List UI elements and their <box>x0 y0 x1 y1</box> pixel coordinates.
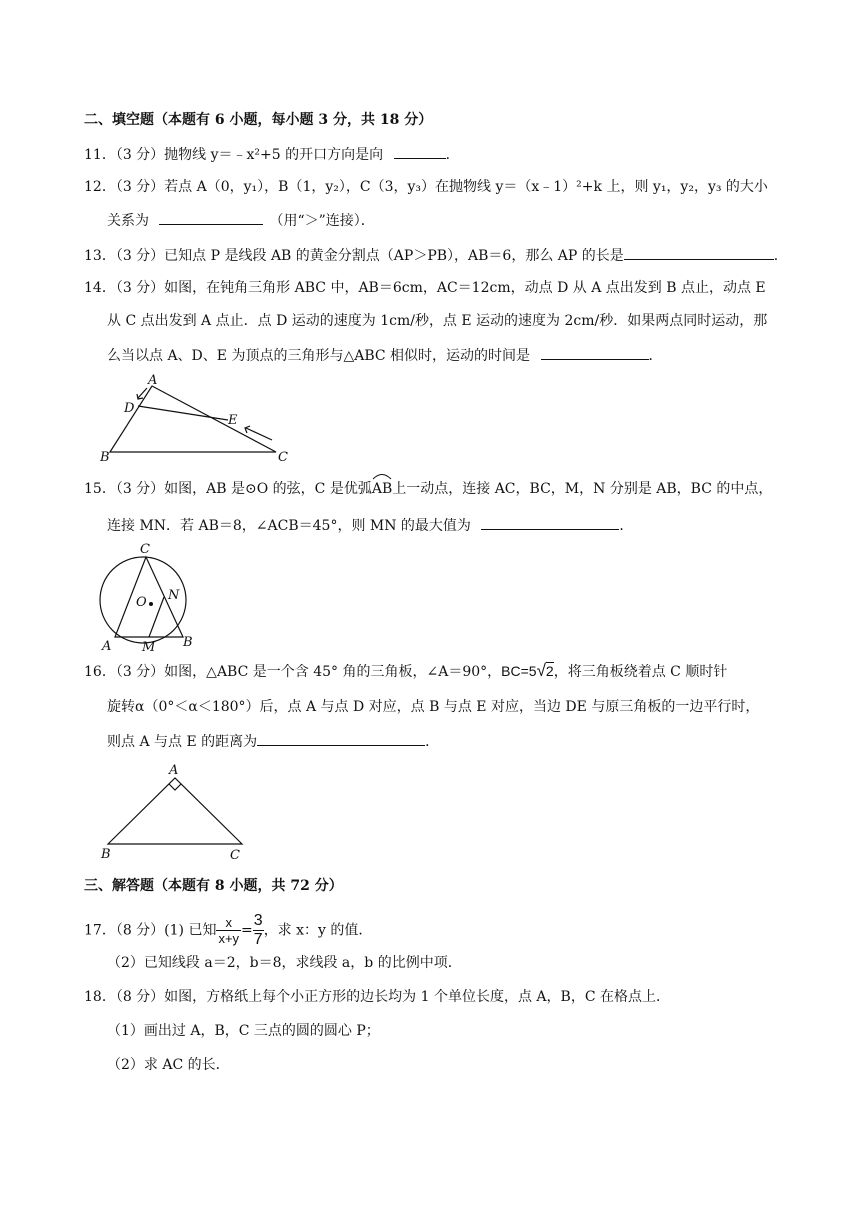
punctuation: ． <box>425 734 440 750</box>
question-14-line-3 <box>107 345 663 366</box>
question-text: 17．（8 分）(1) 已知 <box>84 922 217 939</box>
equals-sign: = <box>241 922 253 939</box>
question-text: 连接 MN．若 AB＝8，∠ACB＝45°，则 MN 的最大值为 <box>107 518 471 534</box>
question-12-line-2 <box>107 210 375 231</box>
question-text: 关系为 <box>107 213 149 229</box>
label-c: C <box>278 450 288 464</box>
question-text: 则点 A 与点 E 的距离为 <box>107 734 258 750</box>
punctuation: ． <box>619 518 634 534</box>
center-point <box>149 602 153 606</box>
question-17-line-1 <box>84 912 373 948</box>
question-text: 上一动点，连接 AC，BC，M，N 分别是 AB，BC 的中点， <box>392 481 773 497</box>
right-angle-mark <box>169 784 181 790</box>
question-16-line-1 <box>84 661 727 682</box>
label-m: M <box>142 640 156 655</box>
question-16-line-3 <box>107 731 439 752</box>
triangle-figure-q16 <box>96 760 256 864</box>
circle-figure-q15 <box>96 540 206 656</box>
question-15-line-1 <box>84 479 772 499</box>
question-11 <box>84 144 460 165</box>
question-16-line-2: 旋转α（0°＜α＜180°）后，点 A 与点 D 对应，点 B 与点 E 对应，当边 DE 与原三角板的一边平行时， <box>107 699 760 715</box>
label-a: A <box>148 373 158 388</box>
answer-blank <box>541 345 649 360</box>
arc-ab: AB <box>372 479 392 499</box>
punctuation: ． <box>445 147 460 163</box>
answer-blank <box>257 731 425 746</box>
label-a: A <box>102 639 112 654</box>
question-text: 么当以点 A、D、E 为顶点的三角形与△ABC 相似时，运动的时间是 <box>107 348 531 364</box>
segment-de <box>138 406 228 420</box>
question-15-line-2 <box>107 515 633 536</box>
triangle-abc <box>110 386 276 452</box>
label-d: D <box>124 401 135 416</box>
question-14-line-1: 14．（3 分）如图，在钝角三角形 ABC 中，AB＝6cm，AC＝12cm，动点 D 从 A 点出发到 B 点止，动点 E <box>84 280 766 296</box>
label-e: E <box>228 413 238 428</box>
answer-blank <box>481 515 619 530</box>
punctuation: ． <box>648 348 663 364</box>
fraction-x-over-x-plus-y: $\frac{x}{x+y}$ <box>218 915 240 946</box>
question-17-part-2: （2）已知线段 a＝2，b＝8，求线段 a，b 的比例中项． <box>107 955 462 971</box>
triangle-figure-q14 <box>96 372 296 464</box>
question-13 <box>84 245 788 266</box>
section-heading: 三、解答题（本题有 8 小题，共 72 分） <box>84 878 343 894</box>
arc-symbol <box>372 472 392 480</box>
bc-expression: BC=5√2 <box>501 661 554 680</box>
answer-blank <box>159 210 263 225</box>
label-o: O <box>136 595 147 610</box>
label-b: B <box>101 847 111 862</box>
fraction-3-over-7: $\frac{3}{7}$ <box>253 912 263 948</box>
label-b: B <box>183 635 193 650</box>
question-18-part-2: （2）求 AC 的长． <box>107 1057 230 1073</box>
label-c: C <box>230 848 240 863</box>
question-text: （用“＞”连接）． <box>269 213 375 229</box>
triangle-abc <box>108 778 242 844</box>
question-text: 15．（3 分）如图，AB 是⊙O 的弦，C 是优弧 <box>84 481 372 497</box>
question-text: 13．（3 分）已知点 P 是线段 AB 的黄金分割点（AP＞PB），AB＝6，那么 AP 的长是 <box>84 248 624 264</box>
section-heading: 二、填空题（本题有 6 小题，每小题 3 分，共 18 分） <box>84 112 433 128</box>
question-text: ，将三角板绕着点 C 顺时针 <box>553 664 728 680</box>
answer-blank <box>624 245 774 260</box>
punctuation: ． <box>773 248 788 264</box>
sqrt-symbol: √ <box>536 661 546 680</box>
question-text: 16．（3 分）如图，△ABC 是一个含 45° 角的三角板，∠A＝90°， <box>84 664 502 680</box>
question-text: ，求 x：y 的值． <box>263 922 373 939</box>
question-18-part-1: （1）画出过 A，B，C 三点的圆的圆心 P； <box>107 1023 380 1039</box>
label-n: N <box>168 588 180 603</box>
question-12-line-1: 12．（3 分）若点 A（0，y₁），B（1，y₂），C（3，y₃）在抛物线 y＝（x﹣1）²+k 上，则 y₁，y₂，y₃ 的大小 <box>84 179 768 195</box>
question-text: 11．（3 分）抛物线 y＝﹣x²+5 的开口方向是向 <box>84 147 384 163</box>
question-14-line-2: 从 C 点出发到 A 点止．点 D 运动的速度为 1cm/秒，点 E 运动的速度为 2cm/秒．如果两点同时运动，那 <box>107 313 768 329</box>
answer-blank <box>394 144 446 159</box>
label-c: C <box>140 542 150 557</box>
label-a: A <box>169 763 179 778</box>
question-18-line-1: 18．（8 分）如图，方格纸上每个小正方形的边长均为 1 个单位长度，点 A，B，C 在格点上． <box>84 989 670 1005</box>
label-b: B <box>100 450 110 464</box>
